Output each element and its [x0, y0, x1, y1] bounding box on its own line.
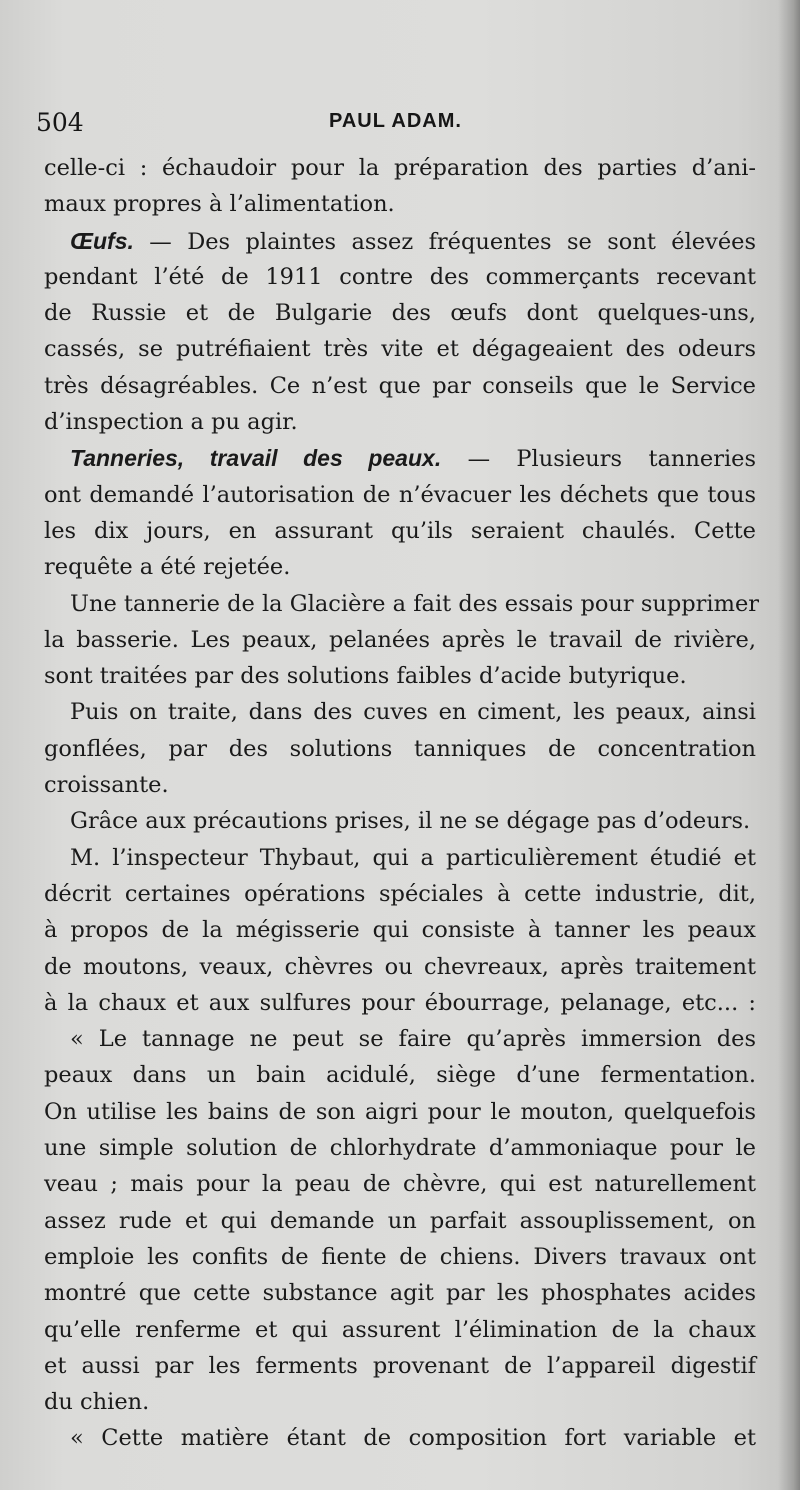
text-line: à propos de la mégisserie qui consiste à tanner les peaux [44, 917, 756, 944]
text-line: et aussi par les ferments provenant de l’appareil digestif [44, 1352, 756, 1379]
text-line: de Russie et de Bulgarie des œufs dont quelques-uns, [44, 300, 756, 327]
text-line: croissante. [44, 772, 169, 799]
text-line: celle-ci : échaudoir pour la préparation des parties d’ani- [44, 155, 756, 181]
text-line: peaux dans un bain acidulé, siège d’une fermentation. [44, 1062, 756, 1089]
text-line: assez rude et qui demande un parfait assouplissement, on [44, 1207, 756, 1234]
text-line: la basserie. Les peaux, pelanées après le travail de rivière, [44, 626, 756, 653]
page-edge-shadow [778, 0, 800, 1490]
text-line: décrit certaines opérations spéciales à cette industrie, dit, [44, 880, 756, 907]
text-line: pendant l’été de 1911 contre des commerçants recevant [44, 263, 756, 290]
text-line: gonflées, par des solutions tanniques de concentration [44, 735, 756, 762]
text-line: M. l’inspecteur Thybaut, qui a particulièrement étudié et [70, 844, 756, 871]
text-line: Grâce aux précautions prises, il ne se dégage pas d’odeurs. [70, 808, 751, 835]
text-line: qu’elle renferme et qui assurent l’élimination de la chaux [44, 1316, 756, 1343]
text-line: montré que cette substance agit par les phosphates acides [44, 1280, 756, 1307]
page-header [36, 108, 776, 138]
text-line: les dix jours, en assurant qu’ils seraient chaulés. Cette [44, 517, 756, 544]
text-line: une simple solution de chlorhydrate d’ammoniaque pour le [44, 1135, 756, 1162]
text-line: du chien. [44, 1389, 150, 1416]
text-line: sont traitées par des solutions faibles d’acide butyrique. [44, 663, 687, 690]
section-heading-tanneries: Tanneries, travail des peaux. [70, 445, 442, 472]
body-text [44, 150, 760, 1457]
text-line: cassés, se putréfiaient très vite et dégageaient des odeurs [44, 336, 756, 363]
text-line [44, 223, 756, 259]
text-line: très désagréables. Ce n’est que par conseils que le Service [44, 372, 756, 399]
text-line: emploie les confits de fiente de chiens. Divers travaux ont [44, 1243, 756, 1270]
page-number: 504 [36, 108, 84, 137]
text-line: « Le tannage ne peut se faire qu’après immersion des [70, 1026, 756, 1053]
text-line-content: — Plusieurs tanneries [441, 446, 757, 473]
text-line [44, 440, 756, 476]
text-line: ont demandé l’autorisation de n’évacuer les déchets que tous [44, 481, 756, 508]
text-line: On utilise les bains de son aigri pour le mouton, quelquefois [44, 1098, 756, 1125]
text-line: maux propres à l’alimentation. [44, 191, 395, 218]
text-line: veau ; mais pour la peau de chèvre, qui est naturellement [44, 1171, 756, 1198]
text-line: Une tannerie de la Glacière a fait des essais pour supprimer [70, 590, 760, 617]
text-line: « Cette matière étant de composition fort variable et [70, 1425, 756, 1452]
text-line-content: — Des plaintes assez fréquentes se sont élevées [133, 228, 756, 255]
running-head: PAUL ADAM. [329, 110, 462, 132]
text-line: de moutons, veaux, chèvres ou chevreaux, après traitement [44, 953, 756, 980]
text-line: à la chaux et aux sulfures pour ébourrage, pelanage, etc... : [44, 989, 756, 1016]
text-line: requête a été rejetée. [44, 554, 291, 581]
text-line: d’inspection a pu agir. [44, 409, 298, 436]
section-heading-oeufs: Œufs. [70, 227, 134, 254]
text-line: Puis on traite, dans des cuves en ciment, les peaux, ainsi [70, 699, 756, 726]
